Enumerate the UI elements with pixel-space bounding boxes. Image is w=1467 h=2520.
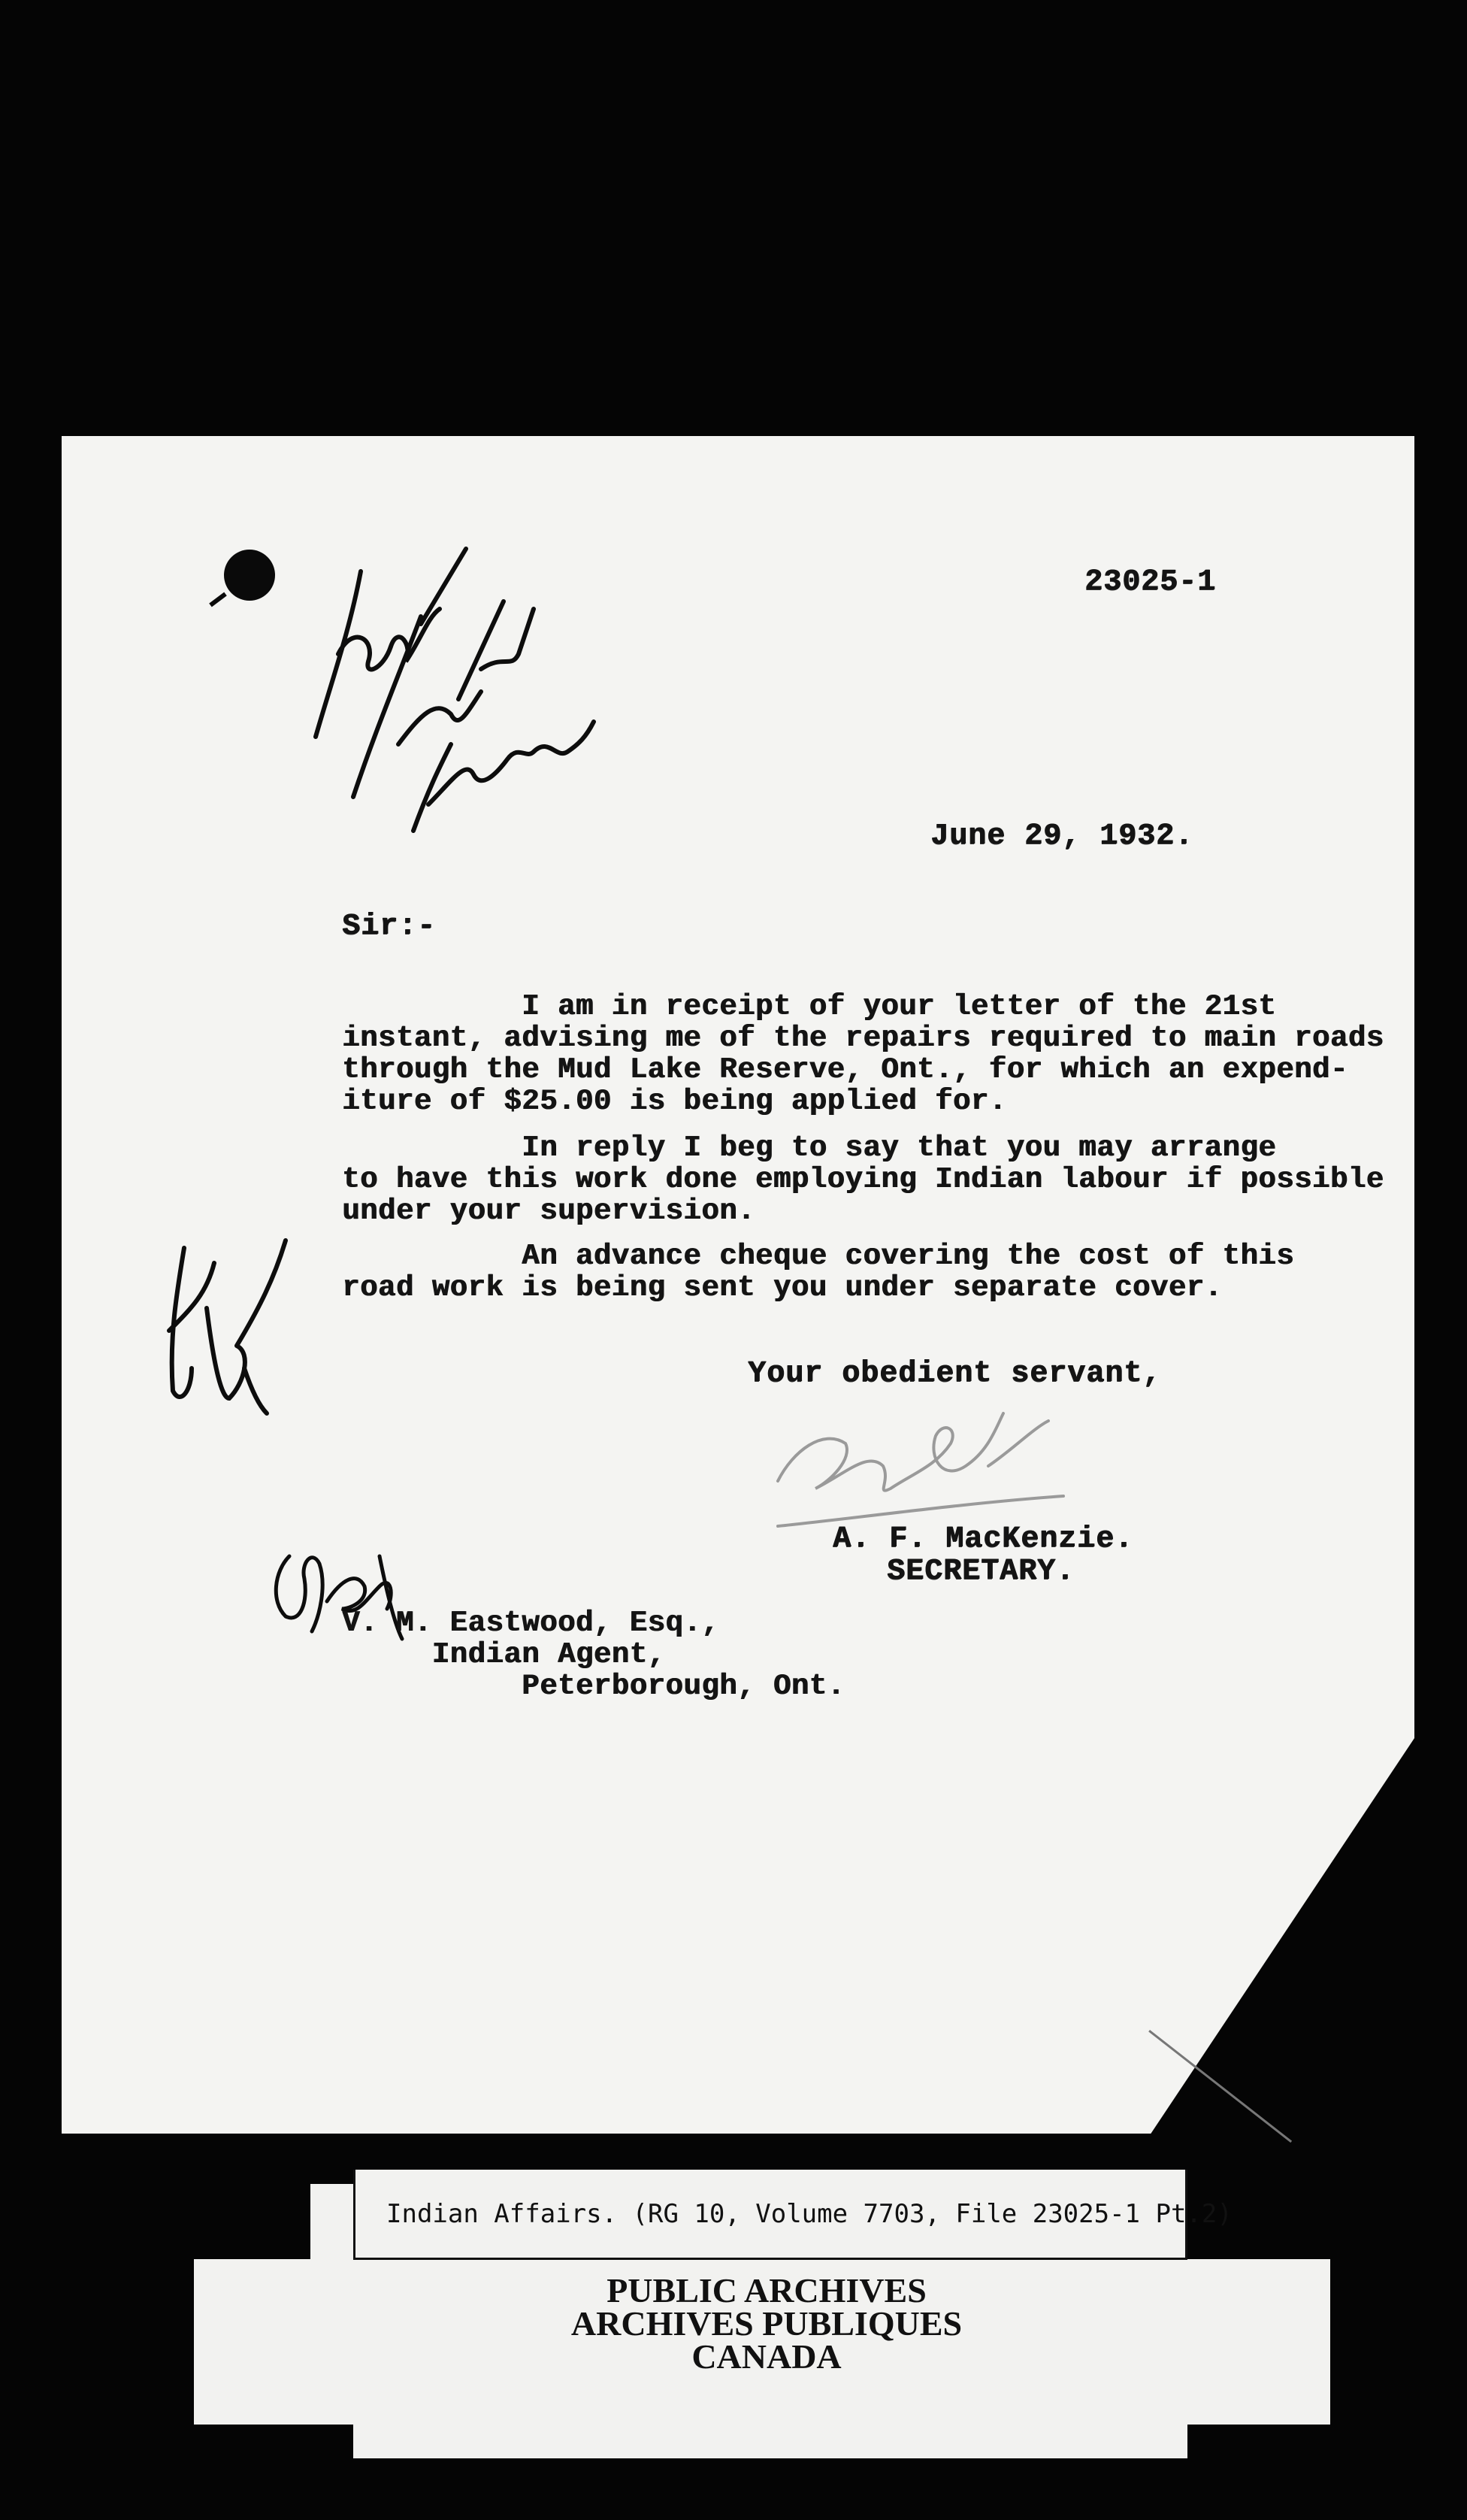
- signatory-name: A. F. MacKenzie.: [833, 1522, 1134, 1556]
- address-line: Peterborough, Ont.: [342, 1670, 845, 1703]
- address-line: Indian Agent,: [342, 1638, 666, 1671]
- paragraph-line: An advance cheque covering the cost of this: [342, 1240, 1294, 1273]
- paragraph-line: In reply I beg to say that you may arrange: [342, 1131, 1276, 1165]
- paragraph-receipt: [342, 991, 1384, 1117]
- handwritten-note-top: [308, 534, 624, 853]
- paragraph-cheque: [342, 1240, 1294, 1304]
- archive-card-strip: [353, 2425, 1187, 2458]
- salutation: Sir:-: [342, 910, 437, 943]
- paragraph-reply: [342, 1132, 1384, 1227]
- archive-card-notch: [194, 2184, 310, 2259]
- paragraph-line: I am in receipt of your letter of the 21st: [342, 990, 1276, 1023]
- paragraph-line: iture of $25.00 is being applied for.: [342, 1085, 1007, 1118]
- signatory-title: SECRETARY.: [887, 1555, 1075, 1589]
- address-line: V. M. Eastwood, Esq.,: [342, 1607, 719, 1640]
- paragraph-line: instant, advising me of the repairs required to main roads: [342, 1022, 1384, 1055]
- letter-date: June 29, 1932.: [930, 819, 1194, 853]
- archive-label-line: ARCHIVES PUBLIQUES: [570, 2304, 963, 2343]
- signature: [763, 1383, 1093, 1537]
- paragraph-line: to have this work done employing Indian labour if possible: [342, 1163, 1384, 1196]
- closing: Your obedient servant,: [748, 1357, 1162, 1391]
- recipient-address: [342, 1607, 845, 1702]
- paragraph-line: road work is being sent you under separate cover.: [342, 1271, 1223, 1304]
- archive-label-line: CANADA: [691, 2337, 842, 2376]
- handwritten-initials-margin: [162, 1218, 297, 1425]
- archive-label-line: PUBLIC ARCHIVES: [606, 2271, 927, 2309]
- archive-reference: Indian Affairs. (RG 10, Volume 7703, File 23025-1 Pt.2): [386, 2199, 1233, 2229]
- paragraph-line: through the Mud Lake Reserve, Ont., for which an expend-: [342, 1053, 1348, 1086]
- punch-hole-mark: [203, 534, 286, 620]
- archive-stamp: [496, 2271, 1037, 2376]
- file-number: 23025-1: [1084, 565, 1217, 599]
- paragraph-line: under your supervision.: [342, 1195, 755, 1228]
